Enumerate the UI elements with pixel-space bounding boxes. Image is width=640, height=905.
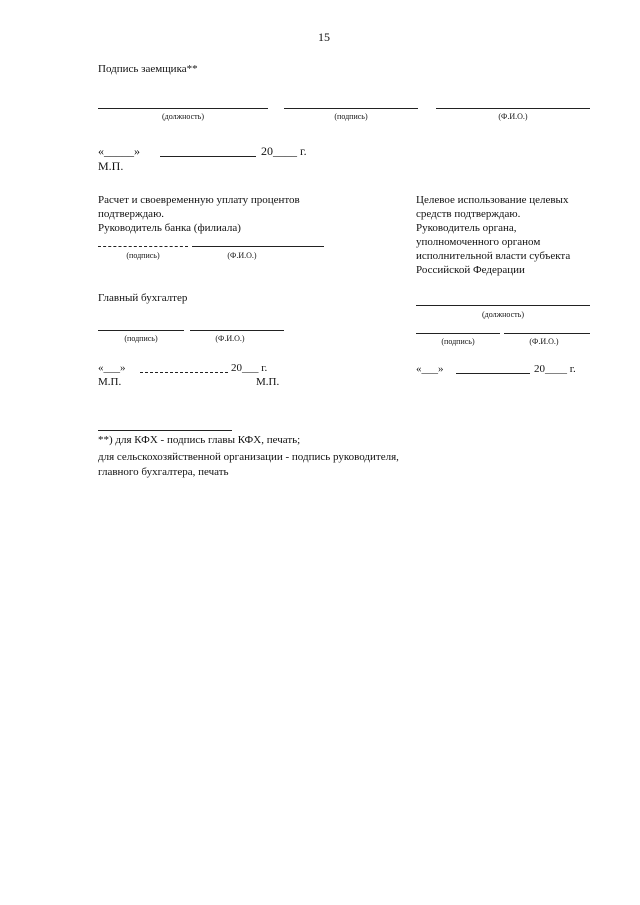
authority-date-day: «___» [416, 363, 444, 375]
name-caption: (Ф.И.О.) [498, 112, 528, 121]
bank-text-line: подтверждаю. [98, 208, 165, 220]
accountant-title: Главный бухгалтер [98, 292, 188, 304]
authority-text-line: Руководитель органа, [416, 222, 517, 234]
accountant-name-line [190, 330, 284, 331]
authority-position-caption: (должность) [482, 310, 524, 319]
footnote-line: главного бухгалтера, печать [98, 466, 229, 478]
accountant-signature-line [98, 330, 184, 331]
name-line [436, 108, 590, 109]
accountant-date-month-line [140, 372, 228, 373]
authority-text-line: Целевое использование целевых [416, 194, 569, 206]
bank-name-line [192, 246, 324, 247]
footnote-separator [98, 430, 232, 431]
authority-name-line [504, 333, 590, 334]
authority-text-line: средств подтверждаю. [416, 208, 521, 220]
authority-signature-line [416, 333, 500, 334]
authority-position-line [416, 305, 590, 306]
borrower-heading: Подпись заемщика** [98, 63, 198, 75]
authority-text-line: исполнительной власти субъекта [416, 250, 571, 262]
bank-signature-caption: (подпись) [126, 251, 160, 260]
bank-name-caption: (Ф.И.О.) [227, 251, 257, 260]
accountant-date-year: 20___ г. [231, 362, 268, 374]
accountant-signature-caption: (подпись) [124, 334, 158, 343]
bank-head-title: Руководитель банка (филиала) [98, 222, 241, 234]
authority-date-month-line [456, 373, 530, 374]
page-number: 15 [318, 30, 330, 44]
date-month-line [160, 156, 256, 157]
date-day: «_____» [98, 144, 140, 158]
accountant-date-day: «___» [98, 362, 126, 374]
bank-text-line: Расчет и своевременную уплату процентов [98, 194, 300, 206]
authority-signature-caption: (подпись) [441, 337, 475, 346]
accountant-stamp-left: М.П. [98, 376, 122, 388]
authority-date-year: 20____ г. [534, 363, 576, 375]
date-year: 20____ г. [261, 144, 307, 158]
bank-signature-line [98, 246, 188, 247]
footnote-line: для сельскохозяйственной организации - подпись руководителя, [98, 451, 399, 463]
accountant-name-caption: (Ф.И.О.) [215, 334, 245, 343]
position-line [98, 108, 268, 109]
authority-text-line: уполномоченного органом [416, 236, 541, 248]
authority-text-line: Российской Федерации [416, 264, 525, 276]
footnote-line: **) для КФХ - подпись главы КФХ, печать; [98, 434, 301, 446]
signature-line [284, 108, 418, 109]
accountant-stamp-right: М.П. [256, 376, 280, 388]
signature-caption: (подпись) [334, 112, 368, 121]
stamp-label: М.П. [98, 159, 124, 173]
authority-name-caption: (Ф.И.О.) [529, 337, 559, 346]
position-caption: (должность) [162, 112, 204, 121]
